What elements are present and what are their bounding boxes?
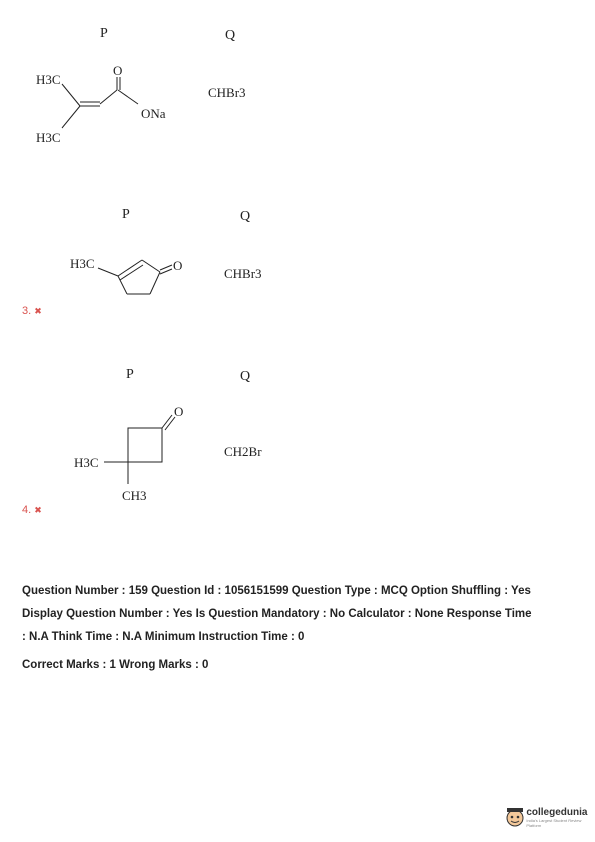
cross-icon: ✖ bbox=[34, 505, 42, 515]
option3-carbonyl-o: O bbox=[173, 258, 183, 273]
option2-ch3-top: H3C bbox=[36, 72, 61, 87]
option4-ch3-left: H3C bbox=[74, 455, 99, 470]
meta-line-4: Correct Marks : 1 Wrong Marks : 0 bbox=[22, 659, 209, 671]
option4-p-label: P bbox=[126, 367, 134, 382]
option2-p-label: P bbox=[100, 26, 108, 41]
option3-number-text: 3. bbox=[22, 305, 32, 317]
option4-number-text: 4. bbox=[22, 504, 32, 516]
meta-line-1: Question Number : 159 Question Id : 1056151599 Question Type : MCQ Option Shuffling : Yes bbox=[22, 585, 531, 597]
cross-icon: ✖ bbox=[34, 306, 42, 316]
option4-ch3-bottom: CH3 bbox=[122, 488, 147, 503]
meta-line-2: Display Question Number : Yes Is Question Mandatory : No Calculator : None Response Time bbox=[22, 608, 532, 620]
option4-carbonyl-o: O bbox=[174, 404, 184, 419]
mascot-icon bbox=[505, 806, 524, 828]
option2-structure bbox=[62, 77, 138, 128]
option2-ch3-bottom: H3C bbox=[36, 130, 61, 145]
question-meta bbox=[22, 580, 582, 649]
marks-info bbox=[22, 654, 582, 677]
meta-line-3: : N.A Think Time : N.A Minimum Instruction Time : 0 bbox=[22, 631, 305, 643]
option3-p-label: P bbox=[122, 207, 130, 222]
option4-structure bbox=[104, 415, 175, 484]
option2-q-label: Q bbox=[225, 28, 236, 43]
logo-name: collegedunia bbox=[526, 806, 588, 818]
option4-q-label: Q bbox=[240, 369, 251, 384]
option2-reagent: CHBr3 bbox=[208, 85, 246, 100]
option2-carbonyl-o: O bbox=[113, 63, 123, 78]
option3-reagent: CHBr3 bbox=[224, 266, 262, 281]
option3-structure bbox=[98, 260, 172, 294]
option3-number bbox=[22, 305, 42, 317]
logo-tagline: India's Largest Student Review Platform bbox=[526, 817, 582, 828]
option4-reagent: CH2Br bbox=[224, 444, 262, 459]
option3-q-label: Q bbox=[240, 209, 251, 224]
option3-ch3: H3C bbox=[70, 256, 95, 271]
option2-ona: ONa bbox=[141, 106, 166, 121]
option4-number bbox=[22, 504, 42, 516]
collegedunia-logo bbox=[505, 806, 595, 828]
